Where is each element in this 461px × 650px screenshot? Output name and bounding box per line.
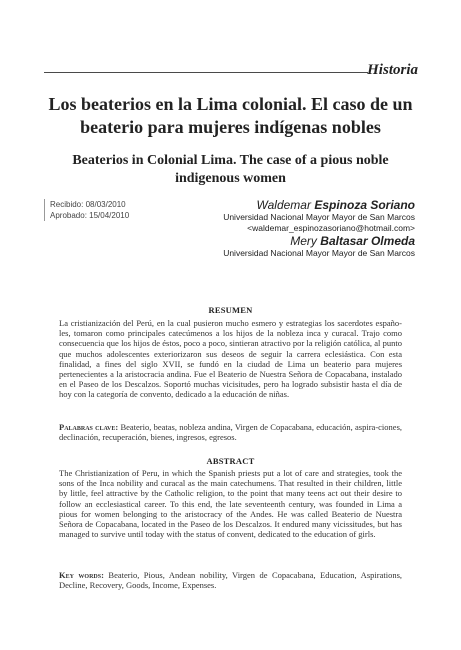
keywords-text: Beaterio, beatas, nobleza andina, Virgen de Copacabana, educación, aspira-ciones, declinación, recuperación, bienes, ingresos, egresos. xyxy=(59,422,403,443)
abstract-keywords xyxy=(59,570,402,590)
author-email: <waldemar_espinozasoriano@hotmail.com> xyxy=(247,223,415,233)
author-first-name: Waldemar xyxy=(256,198,311,212)
resumen-heading: RESUMEN xyxy=(208,305,253,315)
article-title-english: Beaterios in Colonial Lima. The case of a pious noble indigenous women xyxy=(72,153,389,186)
section-name: Historia xyxy=(367,62,418,78)
article-dates xyxy=(44,199,129,221)
article-title-spanish: Los beaterios en la Lima colonial. El caso de un beaterio para mujeres indígenas nobles xyxy=(48,94,413,137)
keywords-label: Palabras clave: xyxy=(59,422,119,432)
author-block xyxy=(223,198,415,259)
author-affiliation: Universidad Nacional Mayor Mayor de San Marcos xyxy=(223,248,415,258)
author-name xyxy=(223,234,415,248)
author-last-name: Espinoza Soriano xyxy=(314,198,415,212)
resumen-text: La cristianización del Perú, en la cual pusieron mucho esmero y estrategias los sacerdotes españo-les, tomaron como principales catecúmenos a los hijos de la nobleza inca y curacal. Trajo como consecuencia que los hijos de éstos, poco a poco, sintieran atractivo por la religión católica, al punto que muchos adolescentes exteriorizaron sus deseos de seguir la carrera eclesiástica. Con esta finalidad, a fines del siglo XVII, se fundó en la ciudad de Lima un beaterio para mujeres pertenecientes a la aristocracia andina. Fue el Beaterio de Nuestra Señora de Copacabana, instalado en el Paseo de los Descalzos. Soportó muchas vicisitudes, pero ha logrado subsistir hasta el día de hoy con la categoría de convento, dedicado a la educación de niñas. xyxy=(59,318,402,400)
resumen-keywords xyxy=(59,422,402,442)
author-first-name: Mery xyxy=(290,234,317,248)
author-last-name: Baltasar Olmeda xyxy=(320,234,415,248)
author-name xyxy=(223,198,415,212)
abstract-text: The Christianization of Peru, in which the Spanish priests put a lot of care and strategies, took the sons of the Inca nobility and curacal as the main catechumens. That resulted in their children, little by little, feel attractive by the Catholic religion, to the point that many teens act out their desire to follow an ecclesiastical career. To this end, the late seventeenth century, was founded in Lima a pious for women belonging to the aristocracy of the Andes. He was called Beaterio de Nuestra Señora de Copacabana, located in the Paseo de los Descalzos. It endured many vicissitudes, but has managed to survive until today with the status of convent, dedicated to the education of girls. xyxy=(59,468,402,540)
section-divider xyxy=(44,72,368,73)
keywords-text: Beaterio, Pious, Andean nobility, Virgen de Copacabana, Education, Aspirations, Decline, Recovery, Goods, Income, Expenses. xyxy=(59,570,403,591)
author-affiliation: Universidad Nacional Mayor Mayor de San Marcos xyxy=(223,212,415,222)
abstract-heading: ABSTRACT xyxy=(206,456,255,466)
received-date: Recibido: 08/03/2010 xyxy=(50,200,126,209)
approved-date: Aprobado: 15/04/2010 xyxy=(50,211,130,220)
keywords-label: Key words: xyxy=(59,570,104,580)
